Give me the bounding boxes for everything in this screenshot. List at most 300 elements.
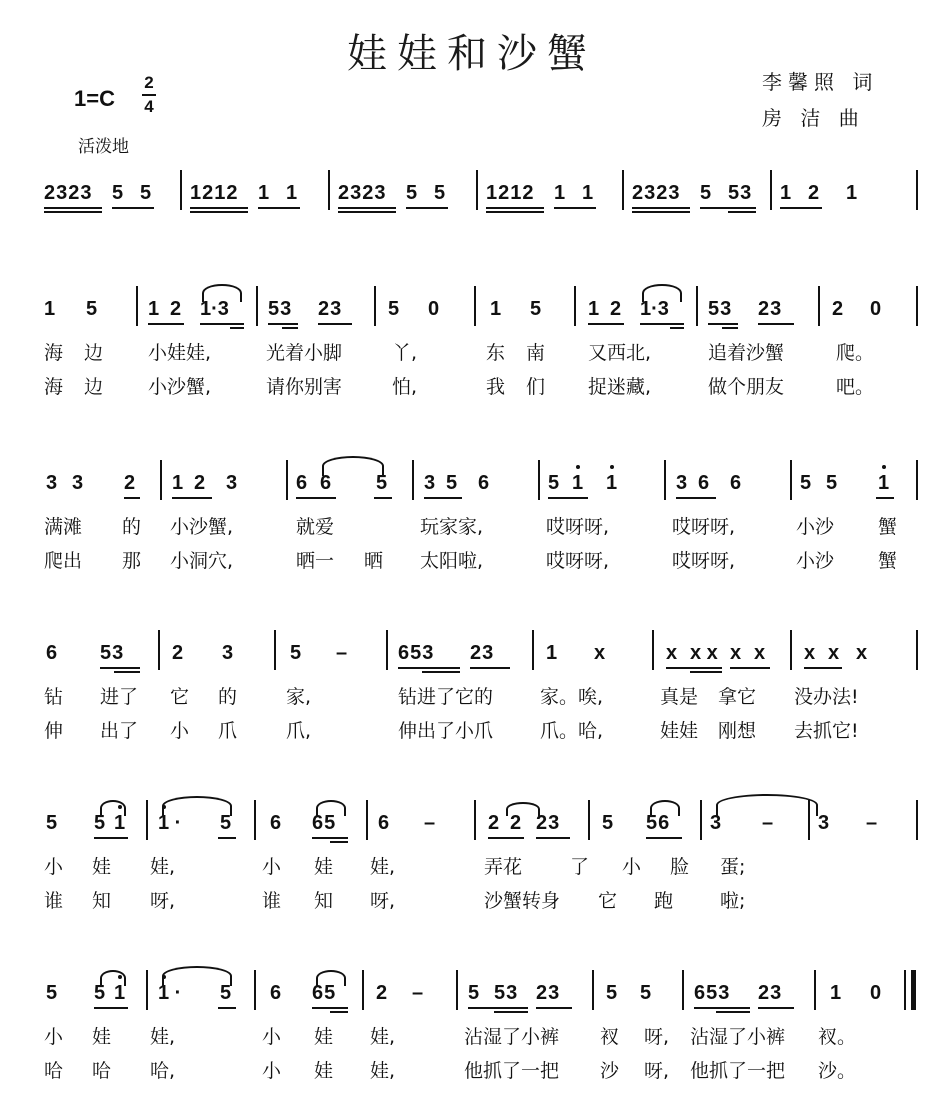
lyric-word: 就爱: [296, 516, 335, 538]
lyric-word: 丫,: [392, 342, 418, 364]
beam-line: [548, 497, 588, 499]
lyric-word: 晒一: [296, 550, 335, 572]
note: 0: [870, 982, 882, 1004]
lyric-word: 娃,: [370, 1026, 396, 1048]
beam-line-2: [690, 671, 722, 673]
lyric-word: 啦;: [720, 890, 746, 912]
beam-line: [296, 497, 336, 499]
slur: [100, 970, 126, 986]
slur: [316, 970, 346, 986]
note: 2: [808, 182, 820, 204]
note: 3: [46, 472, 58, 494]
beam-line: [190, 207, 248, 209]
slur: [506, 802, 540, 816]
note: x x: [690, 642, 718, 664]
note: 2: [376, 982, 388, 1004]
lyric-word: 去抓它!: [794, 720, 859, 742]
note: 2: [170, 298, 182, 320]
lyric-word: 他抓了一把: [464, 1060, 560, 1082]
bar-line: [474, 800, 476, 840]
lyric-word: 娃,: [370, 856, 396, 878]
lyric-word: 爪,: [286, 720, 312, 742]
note: 5: [388, 298, 400, 320]
beam-line: [312, 837, 348, 839]
note: 6: [270, 982, 282, 1004]
bar-line: [574, 286, 576, 326]
note: 5: [94, 982, 106, 1004]
note: 1: [490, 298, 502, 320]
note: 5: [640, 982, 652, 1004]
lyric-word: 娃: [314, 1060, 334, 1082]
note: 23: [536, 812, 561, 834]
beam-line: [730, 667, 770, 669]
lyric-word: 小: [44, 856, 64, 878]
bar-line: [456, 970, 458, 1010]
beam-line: [640, 323, 684, 325]
beam-line-2: [728, 211, 756, 213]
lyric-word: 拿它: [718, 686, 757, 708]
bar-line: [652, 630, 654, 670]
meter-top: 2: [144, 73, 154, 92]
note: 653: [694, 982, 731, 1004]
lyric-word: 哎呀呀,: [546, 550, 610, 572]
lyric-word: 小沙蟹,: [170, 516, 234, 538]
slur: [716, 794, 818, 816]
beam-line-2: [114, 671, 140, 673]
note: 1: [588, 298, 600, 320]
lyric-word: 娃,: [150, 1026, 176, 1048]
slur: [642, 284, 682, 302]
beam-line-2: [190, 211, 248, 213]
beam-line: [218, 837, 236, 839]
note: 1: [830, 982, 842, 1004]
lyric-word: 蟹: [878, 516, 898, 538]
lyric-word: 玩家家,: [420, 516, 484, 538]
note: 5: [548, 472, 560, 494]
lyric-word: 沾湿了小裤: [464, 1026, 560, 1048]
lyric-word: 追着沙蟹: [708, 342, 785, 364]
lyric-word: 呀,: [370, 890, 396, 912]
lyric-word: 它: [170, 686, 190, 708]
note: 1: [846, 182, 858, 204]
note: 2: [124, 472, 136, 494]
lyric-word: 小: [170, 720, 190, 742]
lyric-word: 钻: [44, 686, 64, 708]
bar-line: [386, 630, 388, 670]
note: 653: [398, 642, 435, 664]
note: 6: [478, 472, 490, 494]
notation-row: [0, 800, 944, 860]
bar-line: [700, 800, 702, 840]
bar-line: [592, 970, 594, 1010]
note: 2323: [44, 182, 93, 204]
note: 2: [610, 298, 622, 320]
note: 5: [46, 812, 58, 834]
beam-line: [632, 207, 690, 209]
note: 5: [700, 182, 712, 204]
note: 6: [46, 642, 58, 664]
note: 1: [780, 182, 792, 204]
bar-line: [254, 970, 256, 1010]
lyric-word: 跑: [654, 890, 674, 912]
note: 1: [572, 472, 583, 494]
note: 5: [94, 812, 106, 834]
lyric-word: 沾湿了小裤: [690, 1026, 786, 1048]
lyric-word: 小沙蟹,: [148, 376, 212, 398]
bar-line: [622, 170, 624, 210]
beam-line: [588, 323, 624, 325]
notation-row: [0, 170, 944, 230]
beam-line: [100, 667, 140, 669]
high-octave-dot: [882, 465, 886, 469]
lyric-word: 做个朋友: [708, 376, 785, 398]
beam-line-2: [722, 327, 738, 329]
lyric-word: 边: [84, 342, 104, 364]
lyric-word: 衩。: [818, 1026, 857, 1048]
bar-line: [474, 286, 476, 326]
beam-line-2: [632, 211, 690, 213]
lyric-word: 哎呀呀,: [672, 550, 736, 572]
note: 5: [290, 642, 302, 664]
bar-line: [916, 630, 918, 670]
lyric-word: 爪。哈,: [540, 720, 604, 742]
beam-line: [536, 837, 570, 839]
lyric-word: 海: [44, 342, 64, 364]
lyric-word: 们: [526, 376, 546, 398]
note: 5: [406, 182, 418, 204]
beam-line: [700, 207, 756, 209]
meter-bottom: 4: [144, 97, 154, 116]
note: 23: [318, 298, 343, 320]
lyric-word: 小: [622, 856, 642, 878]
bar-line: [254, 800, 256, 840]
bar-line: [790, 460, 792, 500]
note: 1 ·: [158, 982, 181, 1004]
note: 53: [268, 298, 293, 320]
beam-line: [318, 323, 352, 325]
lyric-word: 出了: [100, 720, 139, 742]
lyric-word: 小洞穴,: [170, 550, 234, 572]
beam-line: [780, 207, 822, 209]
slur: [202, 284, 242, 302]
lyric-word: 钻进了它的: [398, 686, 494, 708]
bar-line: [146, 970, 148, 1010]
note: 1: [554, 182, 566, 204]
lyric-word: 小: [262, 1026, 282, 1048]
note: 6: [378, 812, 390, 834]
note: 5: [112, 182, 124, 204]
note: 1·3: [200, 298, 229, 320]
beam-line: [694, 1007, 750, 1009]
note: 6: [270, 812, 282, 834]
lyric-word: 边: [84, 376, 104, 398]
slur: [162, 796, 232, 816]
lyric-word: 小沙: [796, 516, 835, 538]
lyric-word: 小沙: [796, 550, 835, 572]
lyric-word: 衩: [600, 1026, 620, 1048]
bar-line: [158, 630, 160, 670]
note: 2: [510, 812, 522, 834]
beam-line: [374, 497, 392, 499]
bar-line: [366, 800, 368, 840]
lyric-word: 的: [218, 686, 238, 708]
final-bar-thick: [911, 970, 916, 1010]
note: 5: [220, 812, 232, 834]
lyric-word: 小: [262, 1060, 282, 1082]
lyric-word: 家。唉,: [540, 686, 604, 708]
beam-line-2: [494, 1011, 528, 1013]
beam-line-2: [282, 327, 298, 329]
note: 1: [258, 182, 270, 204]
note: 5: [606, 982, 618, 1004]
lyric-word: 满滩: [44, 516, 83, 538]
lyric-word: 南: [526, 342, 546, 364]
lyric-word: 娃: [92, 1026, 112, 1048]
lyric-word: 呀,: [644, 1060, 670, 1082]
note: 1: [878, 472, 889, 494]
bar-line: [664, 460, 666, 500]
lyric-word: 娃: [314, 1026, 334, 1048]
note: x: [730, 642, 742, 664]
lyric-word: 请你别害: [266, 376, 343, 398]
note: 5: [220, 982, 232, 1004]
beam-line: [488, 837, 524, 839]
note: 1212: [486, 182, 535, 204]
beam-line: [258, 207, 300, 209]
bar-line: [412, 460, 414, 500]
beam-line: [804, 667, 842, 669]
note: 5: [468, 982, 480, 1004]
note: 3: [710, 812, 722, 834]
note: 0: [428, 298, 440, 320]
lyric-word: 海: [44, 376, 64, 398]
beam-line: [124, 497, 140, 499]
lyric-word: 它: [598, 890, 618, 912]
beam-line-2: [230, 327, 244, 329]
note: x: [754, 642, 766, 664]
bar-line: [916, 460, 918, 500]
bar-line: [476, 170, 478, 210]
note: 2323: [338, 182, 387, 204]
note: 2323: [632, 182, 681, 204]
lyric-word: 哈: [92, 1060, 112, 1082]
notation-row: [0, 460, 944, 520]
lyric-word: 刚想: [718, 720, 757, 742]
notation-row: [0, 630, 944, 690]
note: x: [828, 642, 840, 664]
lyric-word: 娃: [314, 856, 334, 878]
note: 3: [676, 472, 688, 494]
beam-line: [338, 207, 396, 209]
note: 1212: [190, 182, 239, 204]
beam-line: [148, 323, 184, 325]
lyric-word: 哈,: [150, 1060, 176, 1082]
lyric-word: 知: [314, 890, 334, 912]
beam-line: [708, 323, 738, 325]
beam-line-2: [338, 211, 396, 213]
lyric-word: 沙。: [818, 1060, 857, 1082]
lyric-word: 蛋;: [720, 856, 746, 878]
note: 6: [296, 472, 308, 494]
slur: [162, 966, 232, 986]
note: 56: [646, 812, 671, 834]
key-signature: 1=C: [74, 86, 115, 111]
lyric-word: 呀,: [644, 1026, 670, 1048]
note: 65: [312, 812, 337, 834]
note: 2: [488, 812, 500, 834]
lyric-word: 爪: [218, 720, 238, 742]
beam-line-2: [330, 841, 348, 843]
note: 5: [826, 472, 838, 494]
beam-line: [666, 667, 722, 669]
note: 1·3: [640, 298, 669, 320]
beam-line: [470, 667, 510, 669]
bar-line: [160, 460, 162, 500]
bar-line: [696, 286, 698, 326]
lyric-word: 晒: [364, 550, 384, 572]
beam-line: [468, 1007, 528, 1009]
note: –: [866, 812, 878, 834]
beam-line: [94, 837, 128, 839]
high-octave-dot: [576, 465, 580, 469]
bar-line: [180, 170, 182, 210]
notation-row: [0, 286, 944, 346]
note: x: [804, 642, 816, 664]
bar-line: [538, 460, 540, 500]
lyric-word: 怕,: [392, 376, 418, 398]
lyric-word: 蟹: [878, 550, 898, 572]
lyric-word: 沙: [600, 1060, 620, 1082]
lyric-word: 真是: [660, 686, 699, 708]
bar-line: [328, 170, 330, 210]
lyric-word: 那: [122, 550, 142, 572]
note: 53: [494, 982, 519, 1004]
note: 3: [818, 812, 830, 834]
beam-line-2: [330, 1011, 348, 1013]
note: 6: [730, 472, 742, 494]
lyric-word: 他抓了一把: [690, 1060, 786, 1082]
note: 6: [320, 472, 332, 494]
bar-line: [286, 460, 288, 500]
note: 5: [530, 298, 542, 320]
note: 3: [424, 472, 436, 494]
note: x: [594, 642, 606, 664]
lyric-word: 又西北,: [588, 342, 652, 364]
note: 23: [758, 982, 783, 1004]
note: 6: [698, 472, 710, 494]
beam-line: [758, 323, 794, 325]
lyric-word: 哈: [44, 1060, 64, 1082]
beam-line: [646, 837, 682, 839]
note: 1: [582, 182, 594, 204]
note: 5: [602, 812, 614, 834]
lyric-word: 家,: [286, 686, 312, 708]
lyric-word: 小娃娃,: [148, 342, 212, 364]
final-bar-thin: [904, 970, 906, 1010]
lyric-word: 娃,: [370, 1060, 396, 1082]
bar-line: [916, 286, 918, 326]
note: 5: [434, 182, 446, 204]
beam-line-2: [670, 327, 684, 329]
lyric-word: 娃,: [150, 856, 176, 878]
lyric-word: 谁: [44, 890, 64, 912]
bar-line: [814, 970, 816, 1010]
bar-line: [682, 970, 684, 1010]
lyric-word: 爬。: [836, 342, 875, 364]
high-octave-dot: [610, 465, 614, 469]
beam-line: [676, 497, 716, 499]
lyric-word: 没办法!: [794, 686, 859, 708]
beam-line: [876, 497, 894, 499]
lyric-word: 伸出了小爪: [398, 720, 494, 742]
note: –: [424, 812, 436, 834]
bar-line: [274, 630, 276, 670]
bar-line: [136, 286, 138, 326]
lyric-word: 娃: [92, 856, 112, 878]
note: 23: [536, 982, 561, 1004]
lyric-word: 伸: [44, 720, 64, 742]
slur: [100, 800, 126, 816]
beam-line: [406, 207, 448, 209]
bar-line: [916, 170, 918, 210]
lyric-word: 小: [44, 1026, 64, 1048]
note: 3: [226, 472, 238, 494]
note: 1: [546, 642, 558, 664]
bar-line: [362, 970, 364, 1010]
note: 5: [800, 472, 812, 494]
lyric-word: 捉迷藏,: [588, 376, 652, 398]
beam-line: [554, 207, 596, 209]
slur: [316, 800, 346, 816]
note: 5: [140, 182, 152, 204]
note: x: [856, 642, 868, 664]
bar-line: [256, 286, 258, 326]
note: 23: [470, 642, 495, 664]
note: 2: [832, 298, 844, 320]
note: 1: [286, 182, 298, 204]
meter-line: [142, 94, 156, 96]
beam-line: [424, 497, 462, 499]
note: 0: [870, 298, 882, 320]
beam-line: [312, 1007, 348, 1009]
beam-line: [398, 667, 460, 669]
beam-line: [536, 1007, 572, 1009]
beam-line: [112, 207, 154, 209]
note: 23: [758, 298, 783, 320]
lyric-word: 知: [92, 890, 112, 912]
lyric-word: 光着小脚: [266, 342, 343, 364]
beam-line: [486, 207, 544, 209]
bar-line: [818, 286, 820, 326]
note: –: [412, 982, 424, 1004]
note: 53: [728, 182, 753, 204]
note: 5: [376, 472, 388, 494]
note: 53: [708, 298, 733, 320]
note: 2: [172, 642, 184, 664]
lyric-word: 我: [486, 376, 506, 398]
beam-line: [172, 497, 212, 499]
lyric-word: 爬出: [44, 550, 83, 572]
note: 2: [194, 472, 206, 494]
beam-line-2: [486, 211, 544, 213]
note: 65: [312, 982, 337, 1004]
song-title: 娃娃和沙蟹: [347, 31, 597, 77]
note: 1: [114, 982, 125, 1004]
lyric-word: 脸: [670, 856, 690, 878]
composer-credit: 房 洁 曲: [762, 106, 865, 130]
note: 1: [148, 298, 160, 320]
lyric-word: 谁: [262, 890, 282, 912]
